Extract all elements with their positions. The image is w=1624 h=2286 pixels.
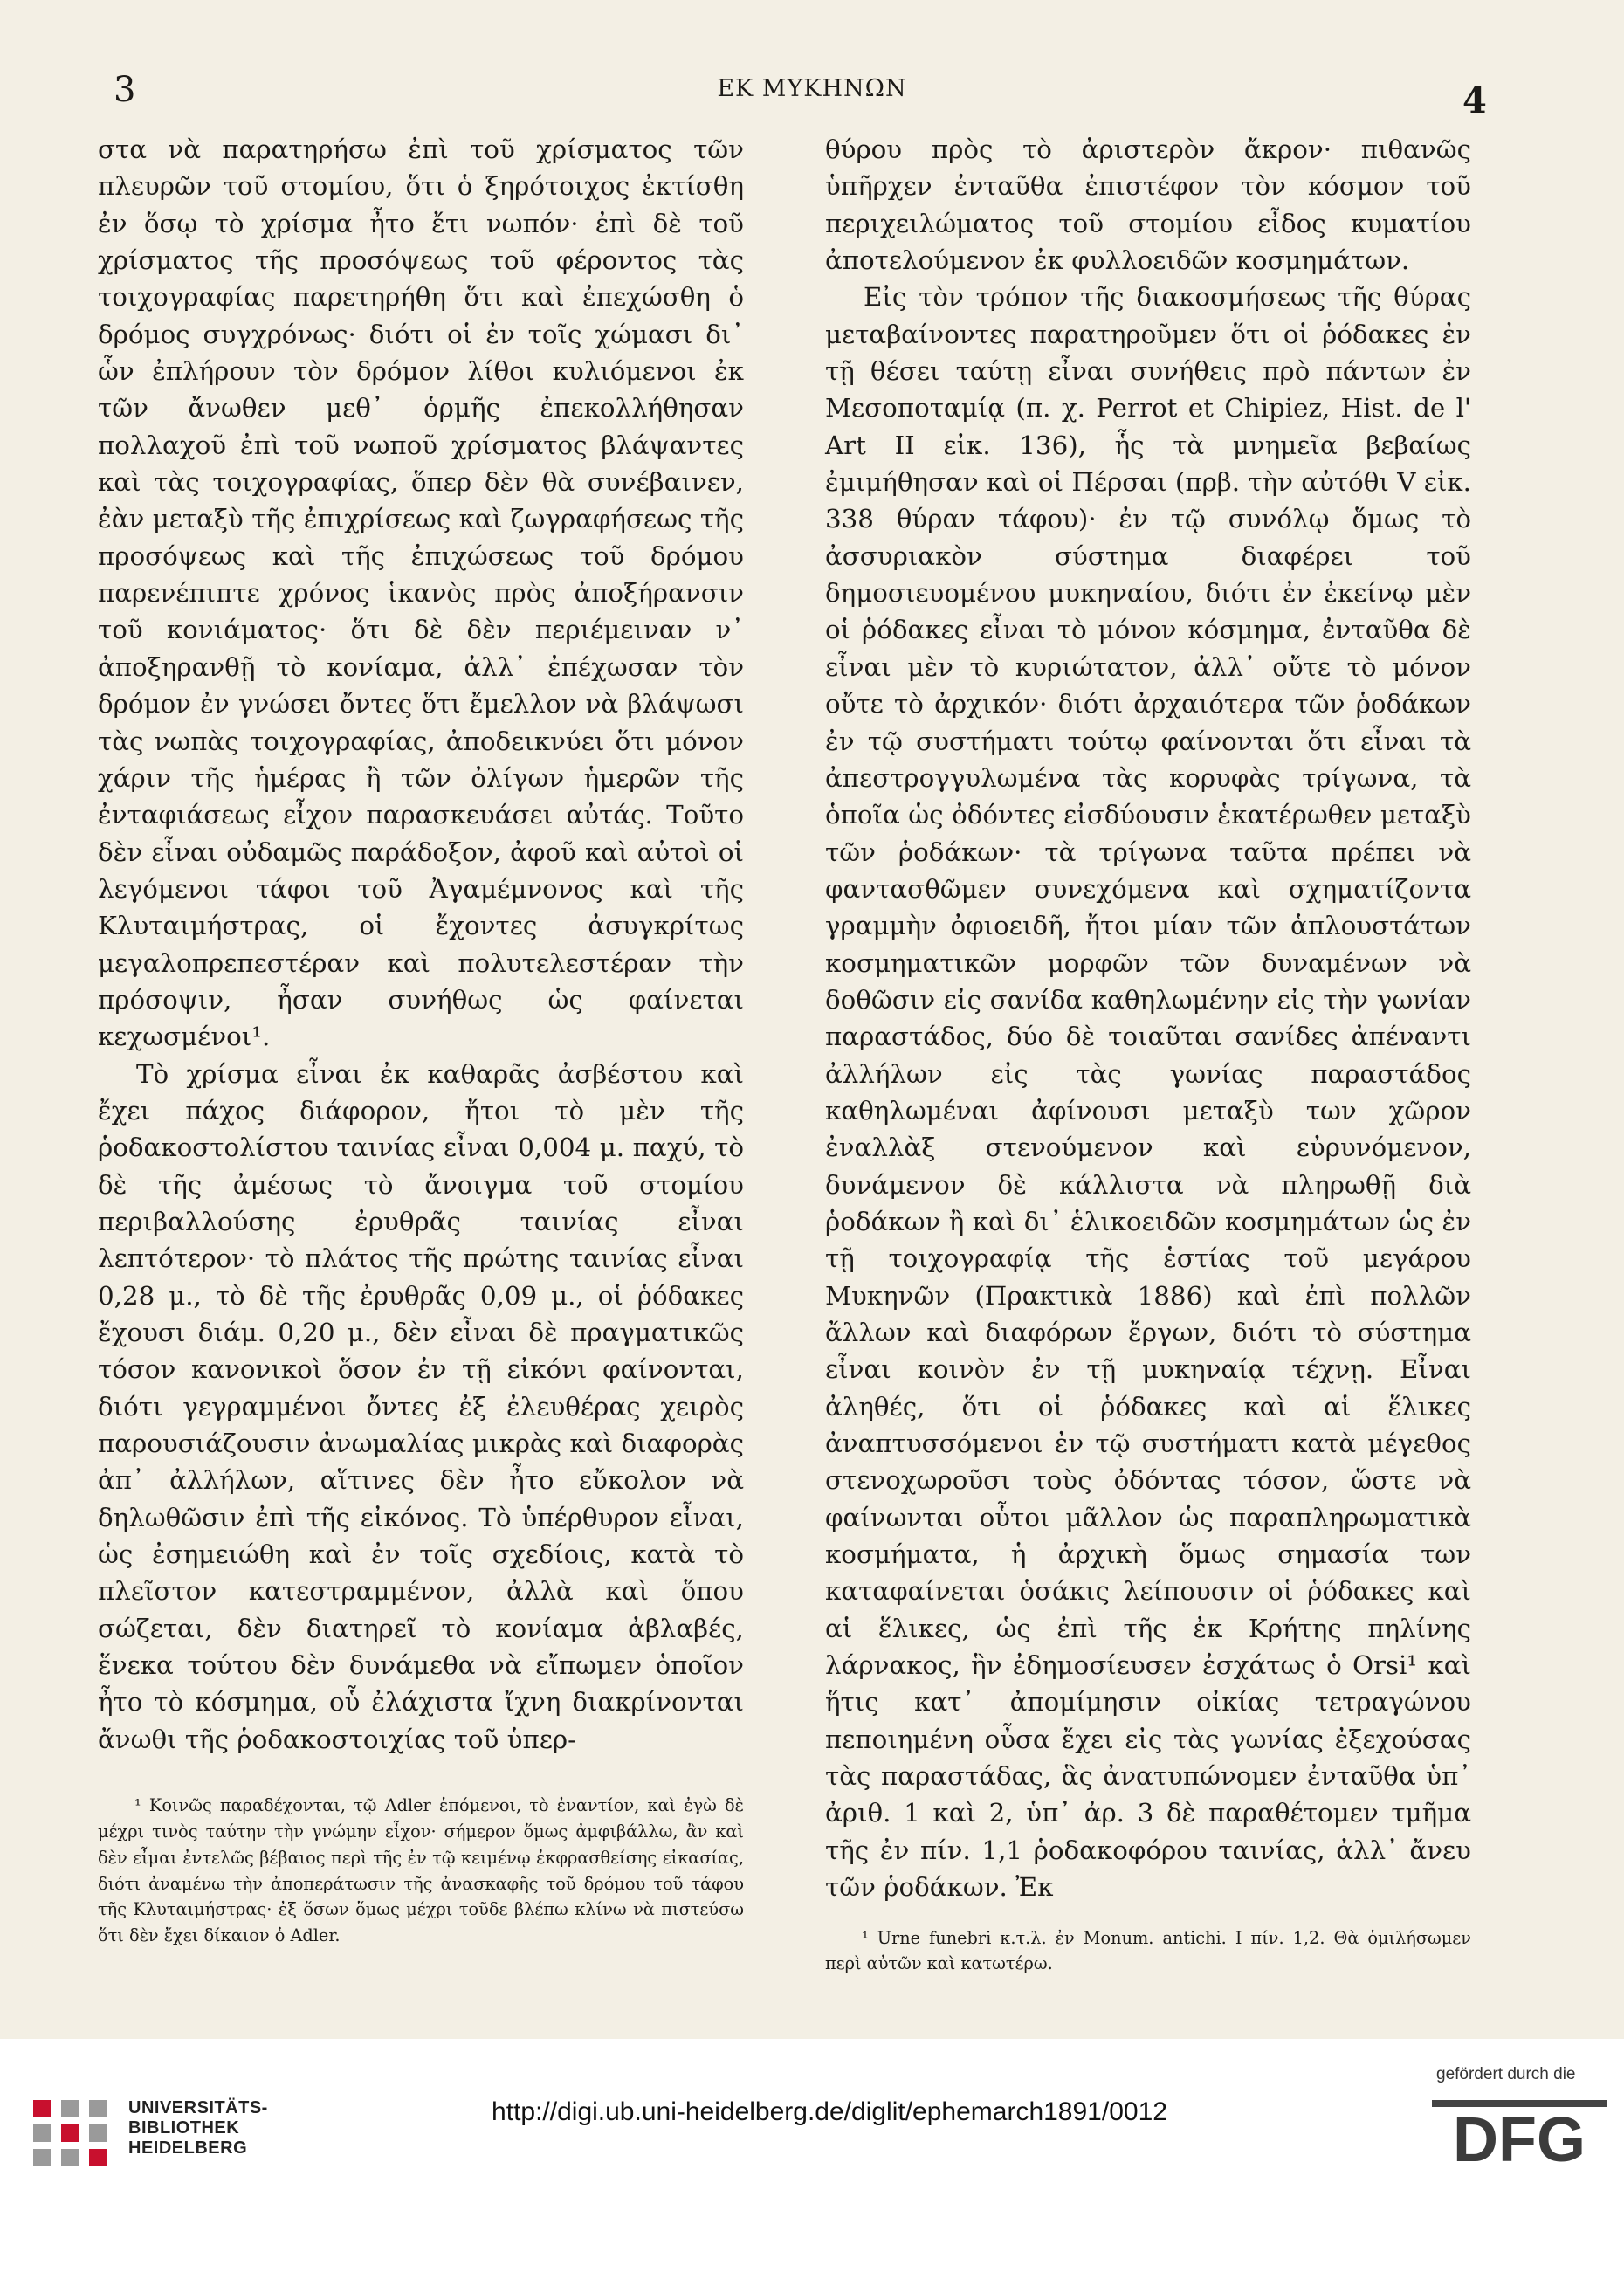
page-number-left: 3 [114,70,136,110]
right-paragraph-2: Εἰς τὸν τρόπον τῆς διακοσμήσεως τῆς θύρας μεταβαίνοντες παρατηροῦμεν ὅτι οἱ ῥόδακες ἐν τῇ θέσει ταύτῃ εἶναι συνήθεις πρὸ πάντων ἐν Μεσοποταμίᾳ (π. χ. Perrot et Chipiez, Hist. de l' Art II εἰκ. 136), ἧς τὰ μνημεῖα βεβαίως ἐμιμήθησαν καὶ οἱ Πέρσαι (πρβ. τὴν αὐτόθι V εἰκ. 338 θύραν τάφου)· ἐν τῷ συνόλῳ ὅμως τὸ ἀσσυριακὸν σύστημα διαφέρει τοῦ δημοσιευομένου μυκηναίου, διότι ἐν ἐκείνῳ μὲν οἱ ῥόδακες εἶναι τὸ μόνον κόσμημα, ἐνταῦθα δὲ εἶναι μὲν τὸ κυριώτατον, ἀλλ᾽ οὔτε τὸ μόνον οὔτε τὸ ἀρχικόν· διότι ἀρχαιότερα τῶν ῥοδάκων ἐν τῷ συστήματι τούτῳ φαίνονται ὅτι εἶναι τὰ ἀπεστρογγυλωμένα τὰς κορυφὰς τρίγωνα, τὰ ὁποῖα ὡς ὀδόντες εἰσδύουσιν ἑκατέρωθεν μεταξὺ τῶν ῥοδάκων· τὰ τρίγωνα ταῦτα πρέπει νὰ φαντασθῶμεν συνεχόμενα καὶ σχηματίζοντα γραμμὴν ὀφιοειδῆ, ἤτοι μίαν τῶν ἁπλουστάτων κοσμηματικῶν μορφῶν τῶν δυναμένων νὰ δοθῶσιν εἰς σανίδα καθηλωμένην εἰς τὴν γωνίαν παραστάδος, δύο δὲ τοιαῦται σανίδες ἀπέναντι ἀλλήλων εἰς τὰς γωνίας παραστάδος καθηλωμέναι ἀφίνουσι μεταξὺ των χῶρον ἐναλλὰξ στενούμενον καὶ εὐρυνόμενον, δυνάμενον δὲ κάλλιστα νὰ πληρωθῇ διὰ ῥοδάκων ἢ καὶ δι᾽ ἑλικοειδῶν κοσμημάτων ὡς ἐν τῇ τοιχογραφίᾳ τῆς ἑστίας τοῦ μεγάρου Μυκηνῶν (Πρακτικὰ 1886) καὶ ἐπὶ πολλῶν ἄλλων καὶ διαφόρων ἔργων, διότι τὸ σύστημα εἶναι κοινὸν ἐν τῇ μυκηναίᾳ τέχνῃ. Εἶναι ἀληθές, ὅτι οἱ ῥόδακες καὶ αἱ ἕλικες ἀναπτυσσόμενοι ἐν τῷ συστήματι κατὰ μέγεθος στενοχωροῦσι τοὺς ὀδόντας τόσον, ὥστε νὰ φαίνωνται οὗτοι μᾶλλον ὡς παραπληρωματικὰ κοσμήματα, ἡ ἀρχικὴ ὅμως σημασία των καταφαίνεται ὁσάκις λείπουσιν οἱ ῥόδακες καὶ αἱ ἕλικες, ὡς ἐπὶ τῆς ἐκ Κρήτης πηλίνης λάρνακος, ἣν ἐδημοσίευσεν ἐσχάτως ὁ Orsi¹ καὶ ἥτις κατ᾽ ἀπομίμησιν οἰκίας τετραγώνου πεποιημένη οὖσα ἔχει εἰς τὰς γωνίας ἐξεχούσας τὰς παραστάδας, ἃς ἀνατυπώνομεν ἐνταῦθα ὑπ᾽ ἀριθ. 1 καὶ 2, ὑπ᾽ ἀρ. 3 δὲ παραθέτομεν τμῆμα τῆς ἐν πίν. 1,1 ῥοδακοφόρου ταινίας, ἀλλ᾽ ἄνευ τῶν ῥοδάκων. Ἐκ [825,282,1471,1903]
svg-text:DFG: DFG [1453,2105,1586,2165]
right-column [825,131,1471,1977]
funding-caption: gefördert durch die [1436,2065,1576,2083]
running-title: ΕΚ ΜΥΚΗΝΩΝ [717,75,907,102]
dfg-logo-icon [1432,2095,1607,2165]
viewer-footer [0,2039,1624,2286]
library-name: UNIVERSITÄTS- BIBLIOTHEK HEIDELBERG [128,2098,268,2158]
left-footnote: ¹ Κοινῶς παραδέχονται, τῷ Adler ἑπόμενοι, τὸ ἐναντίον, καὶ ἐγὼ δὲ μέχρι τινὸς ταύτην τὴν γνώμην εἶχον· σήμερον ὅμως ἀμφιβάλλω, ἂν καὶ δὲν εἶμαι ἐντελῶς βέβαιος περὶ τῆς ἐν τῷ κειμένῳ ἐκφρασθείσης εἰκασίας, διότι ἀναμένω τὴν ἀποπεράτωσιν τῆς ἀνασκαφῆς τοῦ δρόμου τοῦ τάφου τῆς Κλυταιμήστρας· ἐξ ὅσων ὅμως μέχρι τοῦδε βλέπω κλίνω νὰ πιστεύσω ὅτι δὲν ἔχει δίκαιον ὁ Adler. [98,1795,744,1946]
permalink-url[interactable]: http://digi.ub.uni-heidelberg.de/diglit/ephemarch1891/0012 [492,2097,1167,2126]
left-paragraph-1: στα νὰ παρατηρήσω ἐπὶ τοῦ χρίσματος τῶν πλευρῶν τοῦ στομίου, ὅτι ὁ ξηρότοιχος ἐκτίσθη ἐν ὅσῳ τὸ χρίσμα ἦτο ἔτι νωπόν· ἐπὶ δὲ τοῦ χρίσματος τῆς προσόψεως τοῦ φέροντος τὰς τοιχογραφίας παρετηρήθη ὅτι καὶ ἐπεχώσθη ὁ δρόμος συγχρόνως· διότι οἱ ἐν τοῖς χώμασι δι᾽ ὧν ἐπλήρουν τὸν δρόμον λίθοι κυλιόμενοι ἐκ τῶν ἄνωθεν μεθ᾽ ὁρμῆς ἐπεκολλήθησαν πολλαχοῦ ἐπὶ τοῦ νωποῦ χρίσματος βλάψαντες καὶ τὰς τοιχογραφίας, ὅπερ δὲν θὰ συνέβαινεν, ἐὰν μεταξὺ τῆς ἐπιχρίσεως καὶ ζωγραφήσεως τῆς προσόψεως καὶ τῆς ἐπιχώσεως τοῦ δρόμου παρενέπιπτε χρόνος ἱκανὸς πρὸς ἀποξήρανσιν τοῦ κονιάματος· ὅτι δὲ δὲν περιέμειναν ν᾽ ἀποξηρανθῇ τὸ κονίαμα, ἀλλ᾽ ἐπέχωσαν τὸν δρόμον ἐν γνώσει ὄντες ὅτι ἔμελλον νὰ βλάψωσι τὰς νωπὰς τοιχογραφίας, ἀποδεικνύει ὅτι μόνον χάριν τῆς ἡμέρας ἢ τῶν ὀλίγων ἡμερῶν τῆς ἐνταφιάσεως εἶχον παρασκευάσει αὐτάς. Τοῦτο δὲν εἶναι οὐδαμῶς παράδοξον, ἀφοῦ καὶ αὐτοὶ οἱ λεγόμενοι τάφοι τοῦ Ἀγαμέμνονος καὶ τῆς Κλυταιμήστρας, οἱ ἔχοντες ἀσυγκρίτως μεγαλοπρεπεστέραν καὶ πολυτελεστέραν τὴν πρόσοψιν, ἦσαν συνήθως ὡς φαίνεται κεχωσμένοι¹. [98,134,744,1052]
university-library-logo-icon [26,2093,114,2172]
right-paragraph-1: θύρου πρὸς τὸ ἀριστερὸν ἄκρον· πιθανῶς ὑπῆρχεν ἐνταῦθα ἐπιστέφον τὸν κόσμον τοῦ περιχειλώματος τοῦ στομίου εἶδος κυματίου ἀποτελούμενον ἐκ φυλλοειδῶν κοσμημάτων. [825,134,1471,276]
left-paragraph-2: Τὸ χρίσμα εἶναι ἐκ καθαρᾶς ἀσβέστου καὶ ἔχει πάχος διάφορον, ἤτοι τὸ μὲν τῆς ῥοδακοστολίστου ταινίας εἶναι 0,004 μ. παχύ, τὸ δὲ τῆς ἀμέσως τὸ ἄνοιγμα τοῦ στομίου περιβαλλούσης ἐρυθρᾶς ταινίας εἶναι λεπτότερον· τὸ πλάτος τῆς πρώτης ταινίας εἶναι 0,28 μ., τὸ δὲ τῆς ἐρυθρᾶς 0,09 μ., οἱ ῥόδακες ἔχουσι διάμ. 0,20 μ., δὲν εἶναι δὲ πραγματικῶς τόσον κανονικοὶ ὅσον ἐν τῇ εἰκόνι φαίνονται, διότι γεγραμμένοι ὄντες ἐξ ἐλευθέρας χειρὸς παρουσιάζουσιν ἀνωμαλίας μικρὰς καὶ διαφορὰς ἀπ᾽ ἀλλήλων, αἵτινες δὲν ἦτο εὔκολον νὰ δηλωθῶσιν ἐπὶ τῆς εἰκόνος. Τὸ ὑπέρθυρον εἶναι, ὡς ἐσημειώθη καὶ ἐν τοῖς σχεδίοις, κατὰ τὸ πλεῖστον κατεστραμμένον, ἀλλὰ καὶ ὅπου σώζεται, δὲν διατηρεῖ τὸ κονίαμα ἀβλαβές, ἕνεκα τούτου δὲν δυνάμεθα νὰ εἴπωμεν ὁποῖον ἦτο τὸ κόσμημα, οὗ ἐλάχιστα ἴχνη διακρίνονται ἄνωθι τῆς ῥοδακοστοιχίας τοῦ ὑπερ- [98,1058,744,1754]
left-column [98,131,744,1949]
page-number-right: 4 [1462,80,1487,121]
right-footnote: ¹ Urne funebri κ.τ.λ. ἐν Monum. antichi. I πίν. 1,2. Θὰ ὁμιλήσωμεν περὶ αὐτῶν καὶ κατωτέρω. [825,1927,1471,1974]
